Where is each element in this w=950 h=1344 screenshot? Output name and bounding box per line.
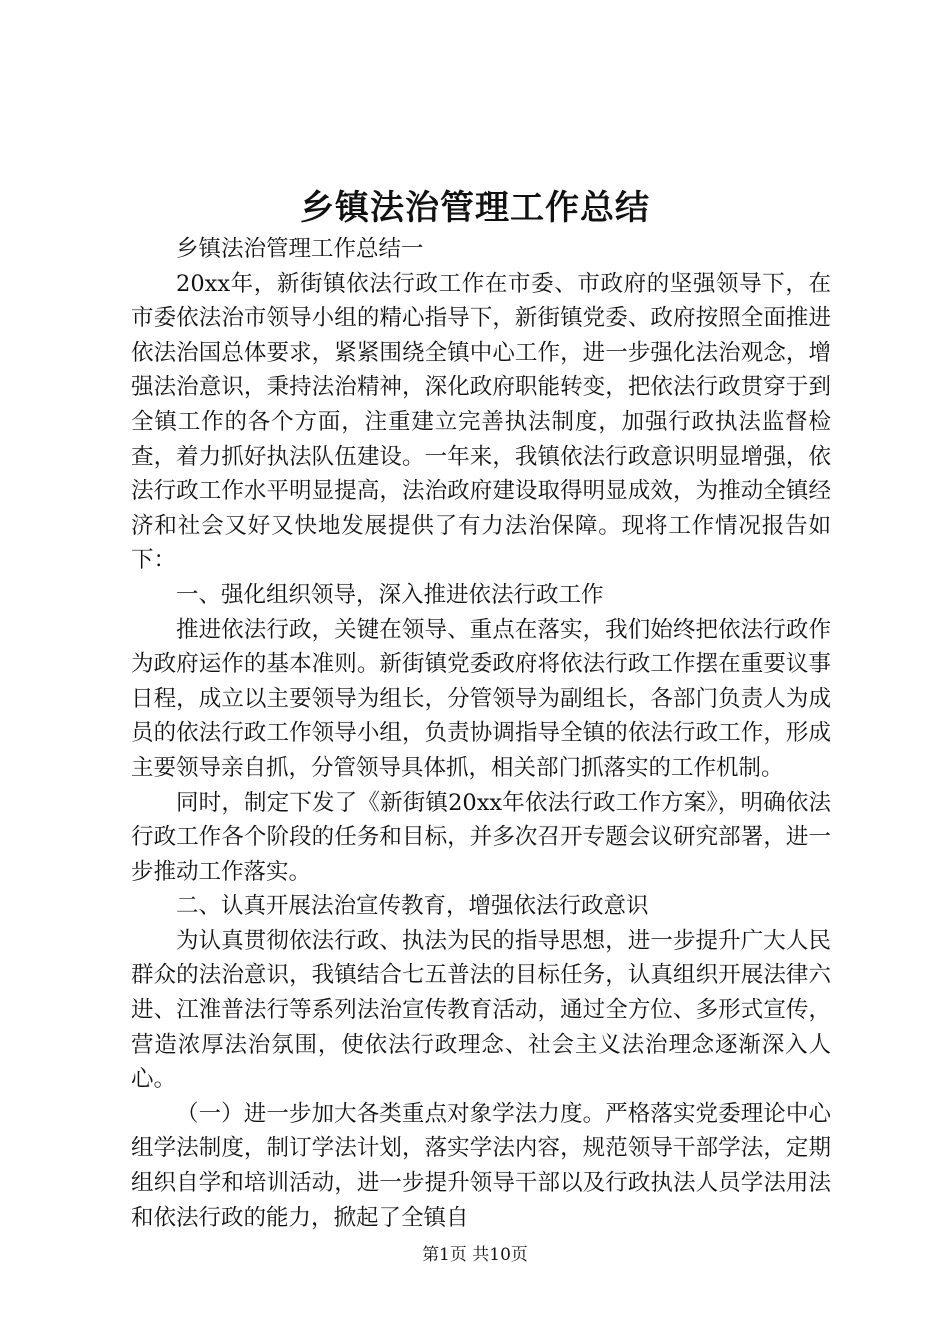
page-footer: 第1页 共10页: [422, 1245, 528, 1265]
document-title: 乡镇法治管理工作总结: [300, 188, 650, 228]
body-paragraph: 为认真贯彻依法行政、执法为民的指导思想，进一步提升广大人民群众的法治意识，我镇结合七五普法的目标任务，认真组织开展法律六进、江淮普法行等系列法治宣传教育活动，通过全方位、多形式宣传，营造浓厚法治氛围，使依法行政理念、社会主义法治理念逐渐深入人心。: [131, 927, 831, 1093]
body-paragraph: 20xx年，新街镇依法行政工作在市委、市政府的坚强领导下，在市委依法治市领导小组的精心指导下，新街镇党委、政府按照全面推进依法治国总体要求，紧紧围绕全镇中心工作，进一步强化法治观念，增强法治意识，秉持法治精神，深化政府职能转变，把依法行政贯穿于到全镇工作的各个方面，注重建立完善执法制度，加强行政执法监督检查，着力抓好执法队伍建设。一年来，我镇依法行政意识明显增强，依法行政工作水平明显提高，法治政府建设取得明显成效，为推动全镇经济和社会又好又快地发展提供了有力法治保障。现将工作情况报告如下：: [131, 270, 831, 574]
document-body: [131, 232, 831, 1235]
section-heading: 二、认真开展法治宣传教育，增强依法行政意识: [176, 893, 649, 920]
body-paragraph: 推进依法行政，关键在领导、重点在落实，我们始终把依法行政作为政府运作的基本准则。新街镇党委政府将依法行政工作摆在重要议事日程，成立以主要领导为组长，分管领导为副组长，各部门负责人为成员的依法行政工作领导小组，负责协调指导全镇的依法行政工作，形成主要领导亲自抓，分管领导具体抓，相关部门抓落实的工作机制。: [131, 616, 831, 781]
subtitle-paragraph: 乡镇法治管理工作总结一: [176, 236, 424, 262]
body-paragraph: （一）进一步加大各类重点对象学法力度。严格落实党委理论中心组学法制度，制订学法计划，落实学法内容，规范领导干部学法，定期组织自学和培训活动，进一步提升领导干部以及行政执法人员学法用法和依法行政的能力，掀起了全镇自: [131, 1100, 831, 1231]
body-paragraph: 同时，制定下发了《新街镇20xx年依法行政工作方案》，明确依法行政工作各个阶段的任务和目标，并多次召开专题会议研究部署，进一步推动工作落实。: [131, 789, 831, 885]
section-heading: 一、强化组织领导，深入推进依法行政工作: [176, 581, 604, 608]
